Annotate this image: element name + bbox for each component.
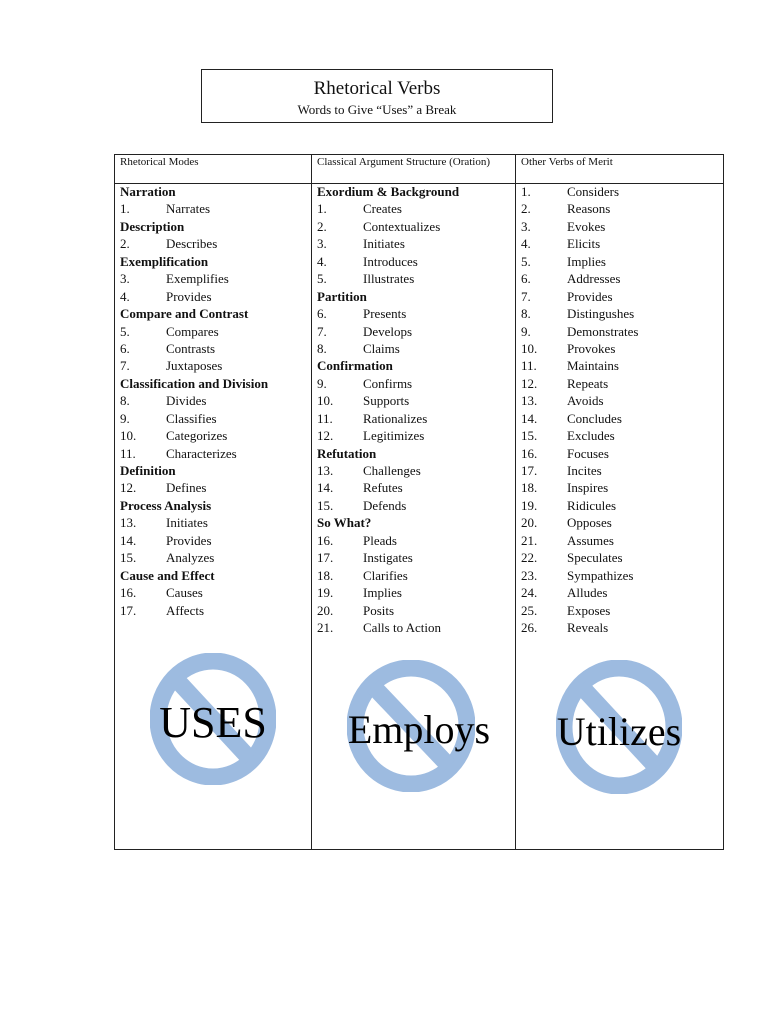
item-verb: Inspires <box>567 480 609 496</box>
list-item <box>312 567 515 584</box>
item-number: 19. <box>521 497 538 513</box>
list-item <box>312 235 515 252</box>
item-verb: Focuses <box>567 445 609 461</box>
list-item <box>115 200 311 217</box>
section-heading: Process Analysis <box>120 497 212 513</box>
item-number: 5. <box>317 271 327 287</box>
item-number: 1. <box>317 201 327 217</box>
item-number: 17. <box>521 463 538 478</box>
item-verb: Causes <box>166 585 203 601</box>
item-number: 4. <box>120 288 130 304</box>
section-heading: Classification and Division <box>120 375 269 391</box>
ban-word: Utilizes <box>556 709 682 754</box>
item-number: 5. <box>120 323 130 339</box>
section-heading: Cause and Effect <box>120 567 215 583</box>
list-item <box>115 340 311 357</box>
item-verb: Affects <box>166 602 205 618</box>
item-number: 6. <box>120 340 130 356</box>
item-number: 7. <box>317 323 327 339</box>
item-number: 15. <box>120 550 137 566</box>
item-verb: Develops <box>363 323 413 339</box>
item-number: 14. <box>317 480 334 496</box>
list-item <box>115 357 311 374</box>
item-verb: Claims <box>363 340 400 356</box>
item-number: 17. <box>120 602 137 618</box>
item-number: 12. <box>317 428 334 444</box>
list-item <box>115 410 311 427</box>
item-verb: Confirms <box>363 375 413 391</box>
item-number: 9. <box>317 375 327 391</box>
item-number: 18. <box>317 567 334 583</box>
item-number: 9. <box>521 323 531 339</box>
item-verb: Rationalizes <box>363 410 428 426</box>
list-item <box>516 375 724 392</box>
item-number: 6. <box>521 271 531 287</box>
list-item <box>516 602 724 619</box>
item-number: 7. <box>120 358 130 374</box>
item-verb: Describes <box>166 236 218 252</box>
list-item <box>516 218 724 235</box>
column-header: Rhetorical Modes <box>120 156 199 168</box>
item-verb: Reveals <box>567 619 609 635</box>
list-item <box>516 305 724 322</box>
item-number: 11. <box>120 445 136 461</box>
item-verb: Provokes <box>567 340 616 356</box>
item-verb: Repeats <box>567 375 609 391</box>
verb-list <box>312 183 515 636</box>
list-item <box>312 619 515 636</box>
item-verb: Presents <box>363 306 407 322</box>
list-item <box>516 392 724 409</box>
item-number: 9. <box>120 410 130 426</box>
list-item <box>312 253 515 270</box>
list-item <box>516 288 724 305</box>
list-item <box>312 462 515 479</box>
item-number: 24. <box>521 585 538 601</box>
list-item <box>516 183 724 200</box>
item-verb: Narrates <box>166 201 211 217</box>
list-item <box>516 462 724 479</box>
list-item <box>516 253 724 270</box>
section-heading: Exordium & Background <box>317 184 460 199</box>
list-item <box>516 410 724 427</box>
section-heading: Exemplification <box>120 253 209 269</box>
item-number: 8. <box>521 306 531 322</box>
verb-list <box>115 183 311 619</box>
item-verb: Provides <box>166 288 212 304</box>
item-number: 16. <box>120 585 137 601</box>
list-item <box>516 340 724 357</box>
item-number: 5. <box>521 253 531 269</box>
list-item <box>516 235 724 252</box>
item-verb: Addresses <box>567 271 621 287</box>
list-item <box>115 479 311 496</box>
section-heading: Definition <box>120 463 176 478</box>
section-heading: Refutation <box>317 445 377 461</box>
item-verb: Supports <box>363 393 410 409</box>
ban-word: Employs <box>347 707 491 752</box>
list-item <box>516 532 724 549</box>
item-number: 15. <box>317 497 334 513</box>
item-verb: Demonstrates <box>567 323 639 339</box>
section-heading: Narration <box>120 184 176 199</box>
item-number: 22. <box>521 550 538 566</box>
item-verb: Categorizes <box>166 428 228 444</box>
item-verb: Illustrates <box>363 271 415 287</box>
section-heading: Description <box>120 218 185 234</box>
list-item <box>312 340 515 357</box>
page-subtitle: Words to Give “Uses” a Break <box>297 102 457 117</box>
section-heading: Partition <box>317 288 367 304</box>
item-number: 16. <box>521 445 538 461</box>
page-title: Rhetorical Verbs <box>313 78 441 99</box>
item-verb: Concludes <box>567 410 622 426</box>
list-item <box>516 549 724 566</box>
list-item <box>516 584 724 601</box>
item-verb: Considers <box>567 184 619 199</box>
item-verb: Alludes <box>567 585 608 601</box>
list-item <box>115 427 311 444</box>
item-verb: Ridicules <box>567 497 617 513</box>
item-number: 16. <box>317 532 334 548</box>
section-heading: Confirmation <box>317 358 393 374</box>
list-item <box>312 305 515 322</box>
no-employs-sign <box>347 660 491 792</box>
list-item <box>115 235 311 252</box>
list-item <box>115 288 311 305</box>
item-verb: Provides <box>166 532 212 548</box>
item-number: 4. <box>521 236 531 252</box>
column-other-verbs <box>516 155 724 636</box>
item-number: 1. <box>521 184 531 199</box>
item-verb: Compares <box>166 323 219 339</box>
list-item <box>312 427 515 444</box>
item-number: 17. <box>317 550 334 566</box>
list-item <box>312 270 515 287</box>
item-verb: Provides <box>567 288 613 304</box>
item-verb: Maintains <box>567 358 619 374</box>
item-verb: Analyzes <box>166 550 215 566</box>
item-number: 2. <box>521 201 531 217</box>
item-number: 4. <box>317 253 327 269</box>
item-verb: Implies <box>567 253 606 269</box>
item-number: 13. <box>120 515 137 531</box>
item-number: 13. <box>521 393 538 409</box>
item-verb: Posits <box>363 602 395 618</box>
list-item <box>516 514 724 531</box>
item-verb: Assumes <box>567 532 614 548</box>
item-verb: Refutes <box>363 480 403 496</box>
item-number: 14. <box>521 410 538 426</box>
list-item <box>115 392 311 409</box>
list-item <box>516 619 724 636</box>
item-verb: Pleads <box>363 532 397 548</box>
list-item <box>516 323 724 340</box>
item-verb: Sympathizes <box>567 567 634 583</box>
item-verb: Contrasts <box>166 340 216 356</box>
item-verb: Calls to Action <box>363 619 441 635</box>
list-item <box>115 514 311 531</box>
item-number: 2. <box>317 218 327 234</box>
item-number: 8. <box>317 340 327 356</box>
list-item <box>516 357 724 374</box>
section-heading: So What? <box>317 515 372 531</box>
item-number: 13. <box>317 463 334 478</box>
item-verb: Challenges <box>363 463 421 478</box>
item-number: 10. <box>521 340 538 356</box>
item-verb: Exemplifies <box>166 271 229 287</box>
item-verb: Elicits <box>567 236 601 252</box>
item-verb: Contextualizes <box>363 218 441 234</box>
column-rhetorical-modes <box>115 155 311 619</box>
item-verb: Instigates <box>363 550 413 566</box>
item-verb: Legitimizes <box>363 428 425 444</box>
item-verb: Defines <box>166 480 207 496</box>
item-verb: Juxtaposes <box>166 358 223 374</box>
list-item <box>312 392 515 409</box>
list-item <box>312 497 515 514</box>
item-verb: Creates <box>363 201 402 217</box>
item-verb: Initiates <box>363 236 405 252</box>
item-number: 20. <box>521 515 538 531</box>
item-verb: Implies <box>363 585 402 601</box>
ban-word: USES <box>159 698 267 747</box>
item-verb: Classifies <box>166 410 217 426</box>
list-item <box>312 218 515 235</box>
item-number: 11. <box>521 358 537 374</box>
item-verb: Opposes <box>567 515 612 531</box>
list-item <box>115 532 311 549</box>
item-number: 11. <box>317 410 333 426</box>
item-number: 20. <box>317 602 334 618</box>
item-verb: Exposes <box>567 602 611 618</box>
list-item <box>516 427 724 444</box>
item-verb: Reasons <box>567 201 611 217</box>
list-item <box>115 602 311 619</box>
list-item <box>516 497 724 514</box>
item-number: 3. <box>317 236 327 252</box>
list-item <box>516 445 724 462</box>
list-item <box>312 602 515 619</box>
list-item <box>312 479 515 496</box>
list-item <box>312 549 515 566</box>
no-uses-sign <box>150 653 276 785</box>
item-verb: Avoids <box>567 393 604 409</box>
list-item <box>516 270 724 287</box>
item-number: 6. <box>317 306 327 322</box>
item-verb: Evokes <box>567 218 606 234</box>
item-verb: Distingushes <box>567 306 635 322</box>
list-item <box>115 584 311 601</box>
item-number: 18. <box>521 480 538 496</box>
item-number: 3. <box>120 271 130 287</box>
item-number: 19. <box>317 585 334 601</box>
item-number: 12. <box>521 375 538 391</box>
item-number: 23. <box>521 567 538 583</box>
item-number: 21. <box>317 619 334 635</box>
column-header: Other Verbs of Merit <box>521 156 613 168</box>
list-item <box>516 200 724 217</box>
list-item <box>312 200 515 217</box>
list-item <box>516 479 724 496</box>
item-verb: Speculates <box>567 550 623 566</box>
item-number: 8. <box>120 393 130 409</box>
item-number: 10. <box>120 428 137 444</box>
item-number: 21. <box>521 532 538 548</box>
item-verb: Clarifies <box>363 567 408 583</box>
item-number: 25. <box>521 602 538 618</box>
list-item <box>312 410 515 427</box>
item-verb: Initiates <box>166 515 208 531</box>
item-verb: Introduces <box>363 253 418 269</box>
no-utilizes-sign <box>556 660 682 794</box>
list-item <box>115 270 311 287</box>
item-number: 2. <box>120 236 130 252</box>
item-verb: Defends <box>363 497 407 513</box>
list-item <box>312 584 515 601</box>
item-number: 7. <box>521 288 531 304</box>
item-number: 3. <box>521 218 531 234</box>
section-heading: Compare and Contrast <box>120 306 249 322</box>
verb-list <box>516 183 724 636</box>
title-box <box>201 69 553 123</box>
item-number: 1. <box>120 201 130 217</box>
item-verb: Excludes <box>567 428 615 444</box>
item-verb: Characterizes <box>166 445 237 461</box>
item-number: 12. <box>120 480 137 496</box>
list-item <box>312 532 515 549</box>
item-number: 14. <box>120 532 137 548</box>
list-item <box>516 567 724 584</box>
item-verb: Incites <box>567 463 602 478</box>
list-item <box>312 375 515 392</box>
item-number: 15. <box>521 428 538 444</box>
list-item <box>115 323 311 340</box>
column-classical-argument <box>312 155 515 636</box>
item-number: 10. <box>317 393 334 409</box>
list-item <box>115 445 311 462</box>
list-item <box>312 323 515 340</box>
item-verb: Divides <box>166 393 207 409</box>
item-number: 26. <box>521 619 538 635</box>
list-item <box>115 549 311 566</box>
column-header: Classical Argument Structure (Oration) <box>317 156 491 168</box>
